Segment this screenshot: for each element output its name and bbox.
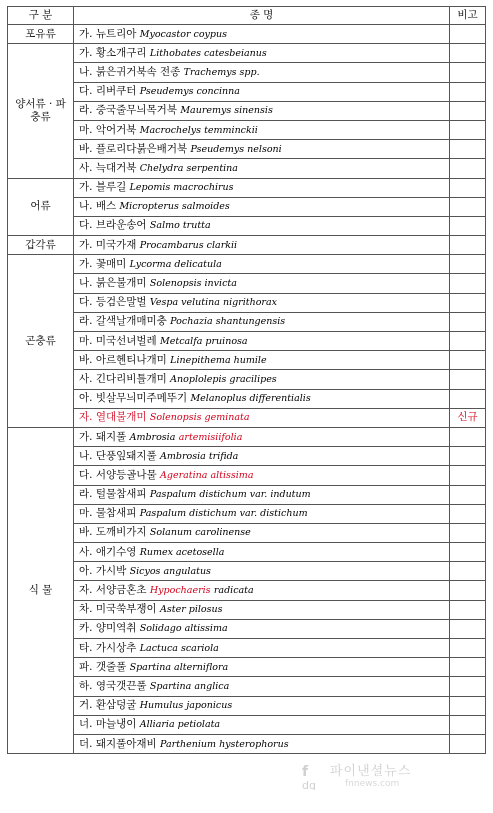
category-cell: 곤충류 <box>8 255 74 428</box>
table-row <box>8 216 486 235</box>
species-cell <box>74 351 450 370</box>
category-cell: 포유류 <box>8 25 74 44</box>
note-cell <box>450 332 486 351</box>
scientific-name: Anoplolepis gracilipes <box>170 373 277 385</box>
scientific-name-epithet: radicata <box>213 585 254 597</box>
table-row <box>8 120 486 139</box>
species-cell <box>74 581 450 600</box>
scientific-name: Procambarus clarkii <box>139 239 238 251</box>
note-cell <box>450 504 486 523</box>
watermark-url: fnnews.com <box>345 779 400 789</box>
species-cell <box>74 140 450 159</box>
korean-name: 나. 배스 <box>79 200 117 213</box>
category-cell: 식 물 <box>8 427 74 753</box>
species-cell <box>74 619 450 638</box>
species-cell <box>74 715 450 734</box>
species-cell <box>74 523 450 542</box>
table-row <box>8 178 486 197</box>
table-row <box>8 447 486 466</box>
species-cell <box>74 658 450 677</box>
table-row <box>8 466 486 485</box>
korean-name: 나. 붉은불개미 <box>79 277 147 290</box>
header-category: 구 분 <box>8 7 74 25</box>
scientific-name: Mauremys sinensis <box>180 105 273 117</box>
korean-name: 바. 플로리다붉은배거북 <box>79 142 188 155</box>
note-cell <box>450 63 486 82</box>
scientific-name: Linepithema humile <box>170 354 267 366</box>
table-row <box>8 639 486 658</box>
table-row <box>8 351 486 370</box>
korean-name: 나. 단풍잎돼지풀 <box>79 449 157 462</box>
scientific-name: Spartina alterniflora <box>129 661 229 673</box>
table-row <box>8 25 486 44</box>
table-row <box>8 293 486 312</box>
scientific-name: Humulus japonicus <box>139 700 233 712</box>
scientific-name: Pochazia shantungensis <box>170 316 286 328</box>
note-cell <box>450 351 486 370</box>
species-cell <box>74 312 450 331</box>
korean-name: 아. 가시박 <box>79 564 127 577</box>
species-cell <box>74 485 450 504</box>
species-cell <box>74 101 450 120</box>
note-cell <box>450 600 486 619</box>
korean-name: 타. 가시상추 <box>79 641 137 654</box>
scientific-name: Spartina anglica <box>149 680 230 692</box>
species-table <box>7 6 486 754</box>
korean-name: 거. 환삼덩굴 <box>79 699 137 712</box>
korean-name: 너. 마늘냉이 <box>79 718 137 731</box>
note-cell <box>450 255 486 274</box>
korean-name: 나. 붉은귀거북속 전종 <box>79 65 181 78</box>
scientific-name: Vespa velutina nigrithorax <box>149 297 277 309</box>
note-cell <box>450 25 486 44</box>
note-cell <box>450 274 486 293</box>
scientific-name: Ageratina altissima <box>160 469 254 481</box>
korean-name: 자. 서양금혼초 <box>79 584 147 597</box>
table-row <box>8 82 486 101</box>
scientific-name: Trachemys spp. <box>183 66 260 78</box>
table-row <box>8 600 486 619</box>
note-cell <box>450 466 486 485</box>
table-row <box>8 562 486 581</box>
note-cell <box>450 293 486 312</box>
table-row <box>8 274 486 293</box>
scientific-name-epithet: artemisiifolia <box>178 431 243 443</box>
species-cell <box>74 216 450 235</box>
note-cell <box>450 427 486 446</box>
korean-name: 다. 서양등골나물 <box>79 468 157 481</box>
species-cell <box>74 236 450 255</box>
species-cell <box>74 562 450 581</box>
species-cell <box>74 677 450 696</box>
species-cell <box>74 159 450 178</box>
note-cell <box>450 485 486 504</box>
table-row <box>8 236 486 255</box>
korean-name: 마. 악어거북 <box>79 123 137 136</box>
table-row <box>8 734 486 753</box>
table-row <box>8 619 486 638</box>
scientific-name: Lepomis macrochirus <box>129 182 234 194</box>
korean-name: 가. 꽃매미 <box>79 257 127 270</box>
korean-name: 차. 미국쑥부쟁이 <box>79 603 157 616</box>
table-header-row <box>8 7 486 25</box>
note-cell <box>450 312 486 331</box>
species-cell <box>74 696 450 715</box>
table-row <box>8 159 486 178</box>
korean-name: 라. 털물참새피 <box>79 488 147 501</box>
table-row <box>8 696 486 715</box>
species-cell <box>74 408 450 427</box>
scientific-name: Salmo trutta <box>149 220 211 232</box>
scientific-name: Lithobates catesbeianus <box>149 47 267 59</box>
table-row <box>8 523 486 542</box>
note-cell <box>450 178 486 197</box>
table-row <box>8 658 486 677</box>
korean-name: 다. 리버쿠터 <box>79 85 137 98</box>
species-cell <box>74 447 450 466</box>
korean-name: 라. 중국줄무늬목거북 <box>79 104 177 117</box>
note-cell <box>450 543 486 562</box>
scientific-name: Solanum carolinense <box>149 527 251 539</box>
category-cell: 어류 <box>8 178 74 236</box>
korean-name: 사. 긴다리비틀개미 <box>79 372 167 385</box>
scientific-name: Paspalum distichum var. distichum <box>139 508 308 520</box>
korean-name: 가. 돼지풀 <box>79 430 127 443</box>
note-cell <box>450 523 486 542</box>
scientific-name: Rumex acetosella <box>139 546 225 558</box>
table-row <box>8 427 486 446</box>
note-cell <box>450 619 486 638</box>
scientific-name: Aster pilosus <box>160 604 223 616</box>
header-note: 비고 <box>450 7 486 25</box>
svg-text:dg: dg <box>302 779 316 790</box>
note-cell <box>450 658 486 677</box>
fnnews-logo-icon <box>300 760 328 790</box>
table-row <box>8 312 486 331</box>
note-cell: 신규 <box>450 408 486 427</box>
korean-name: 파. 갯줄풀 <box>79 660 127 673</box>
note-cell <box>450 639 486 658</box>
species-cell <box>74 639 450 658</box>
species-cell <box>74 293 450 312</box>
table-row <box>8 63 486 82</box>
scientific-name: Solidago altissima <box>139 623 228 635</box>
watermark <box>300 758 490 798</box>
scientific-name: Sicyos angulatus <box>129 565 211 577</box>
species-cell <box>74 25 450 44</box>
header-species: 종 명 <box>74 7 450 25</box>
scientific-name: Chelydra serpentina <box>139 162 238 174</box>
scientific-name: Lycorma delicatula <box>129 258 222 270</box>
species-cell <box>74 370 450 389</box>
scientific-name: Myocastor coypus <box>139 28 227 40</box>
note-cell <box>450 159 486 178</box>
note-cell <box>450 140 486 159</box>
species-cell <box>74 178 450 197</box>
korean-name: 하. 영국갯끈풀 <box>79 679 147 692</box>
korean-name: 가. 미국가재 <box>79 238 137 251</box>
species-cell <box>74 600 450 619</box>
category-cell: 양서류 · 파충류 <box>8 44 74 178</box>
table-row <box>8 255 486 274</box>
note-cell <box>450 447 486 466</box>
scientific-name: Melanoplus differentialis <box>190 393 311 405</box>
table-row <box>8 101 486 120</box>
scientific-name: Solenopsis invicta <box>149 278 237 290</box>
scientific-name: Ambrosia trifida <box>160 450 239 462</box>
korean-name: 카. 양미역취 <box>79 622 137 635</box>
table-row <box>8 140 486 159</box>
note-cell <box>450 696 486 715</box>
scientific-name: Hypochaeris <box>149 585 211 597</box>
korean-name: 바. 도깨비가지 <box>79 526 147 539</box>
korean-name: 아. 빗살무늬미주메뚜기 <box>79 392 188 405</box>
korean-name: 사. 늑대거북 <box>79 161 137 174</box>
korean-name: 바. 아르헨티나개미 <box>79 353 167 366</box>
watermark-name: 파이낸셜뉴스 <box>330 764 412 779</box>
korean-name: 가. 블루길 <box>79 181 127 194</box>
table-row <box>8 332 486 351</box>
species-cell <box>74 389 450 408</box>
note-cell <box>450 197 486 216</box>
table-row <box>8 581 486 600</box>
note-cell <box>450 120 486 139</box>
korean-name: 다. 등검은말벌 <box>79 296 147 309</box>
species-cell <box>74 82 450 101</box>
table-row <box>8 197 486 216</box>
scientific-name: Micropterus salmoides <box>119 201 230 213</box>
korean-name: 자. 열대불개미 <box>79 411 147 424</box>
species-cell <box>74 274 450 293</box>
species-cell <box>74 63 450 82</box>
table-body <box>8 25 486 754</box>
scientific-name: Macrochelys temminckii <box>139 124 258 136</box>
species-cell <box>74 197 450 216</box>
korean-name: 더. 돼지풀아재비 <box>79 737 157 750</box>
table-row <box>8 543 486 562</box>
korean-name: 가. 뉴트리아 <box>79 27 137 40</box>
scientific-name: Parthenium hysterophorus <box>160 738 289 750</box>
korean-name: 마. 미국선녀벌레 <box>79 334 157 347</box>
scientific-name: Alliaria petiolata <box>139 719 221 731</box>
note-cell <box>450 370 486 389</box>
species-cell <box>74 734 450 753</box>
species-cell <box>74 44 450 63</box>
scientific-name: Lactuca scariola <box>139 642 219 654</box>
species-cell <box>74 255 450 274</box>
scientific-name: Metcalfa pruinosa <box>160 335 248 347</box>
species-cell <box>74 466 450 485</box>
svg-text:f: f <box>302 764 309 780</box>
scientific-name: Pseudemys nelsoni <box>190 143 282 155</box>
note-cell <box>450 734 486 753</box>
table-row <box>8 370 486 389</box>
note-cell <box>450 389 486 408</box>
scientific-name: Ambrosia <box>129 431 176 443</box>
species-cell <box>74 543 450 562</box>
note-cell <box>450 715 486 734</box>
species-cell <box>74 504 450 523</box>
species-cell <box>74 427 450 446</box>
scientific-name: Pseudemys concinna <box>139 86 240 98</box>
table-row <box>8 504 486 523</box>
note-cell <box>450 44 486 63</box>
korean-name: 마. 물참새피 <box>79 507 137 520</box>
scientific-name: Paspalum distichum var. indutum <box>149 489 311 501</box>
korean-name: 다. 브라운송어 <box>79 219 147 232</box>
species-cell <box>74 120 450 139</box>
table-row <box>8 677 486 696</box>
table-row <box>8 389 486 408</box>
note-cell <box>450 101 486 120</box>
table-row <box>8 485 486 504</box>
korean-name: 라. 갈색날개매미충 <box>79 315 167 328</box>
scientific-name: Solenopsis geminata <box>149 412 250 424</box>
note-cell <box>450 216 486 235</box>
table-row <box>8 408 486 427</box>
note-cell <box>450 581 486 600</box>
species-cell <box>74 332 450 351</box>
note-cell <box>450 82 486 101</box>
note-cell <box>450 677 486 696</box>
table-row <box>8 715 486 734</box>
note-cell <box>450 236 486 255</box>
category-cell: 갑각류 <box>8 236 74 255</box>
korean-name: 사. 애기수영 <box>79 545 137 558</box>
korean-name: 가. 황소개구리 <box>79 46 147 59</box>
note-cell <box>450 562 486 581</box>
table-row <box>8 44 486 63</box>
